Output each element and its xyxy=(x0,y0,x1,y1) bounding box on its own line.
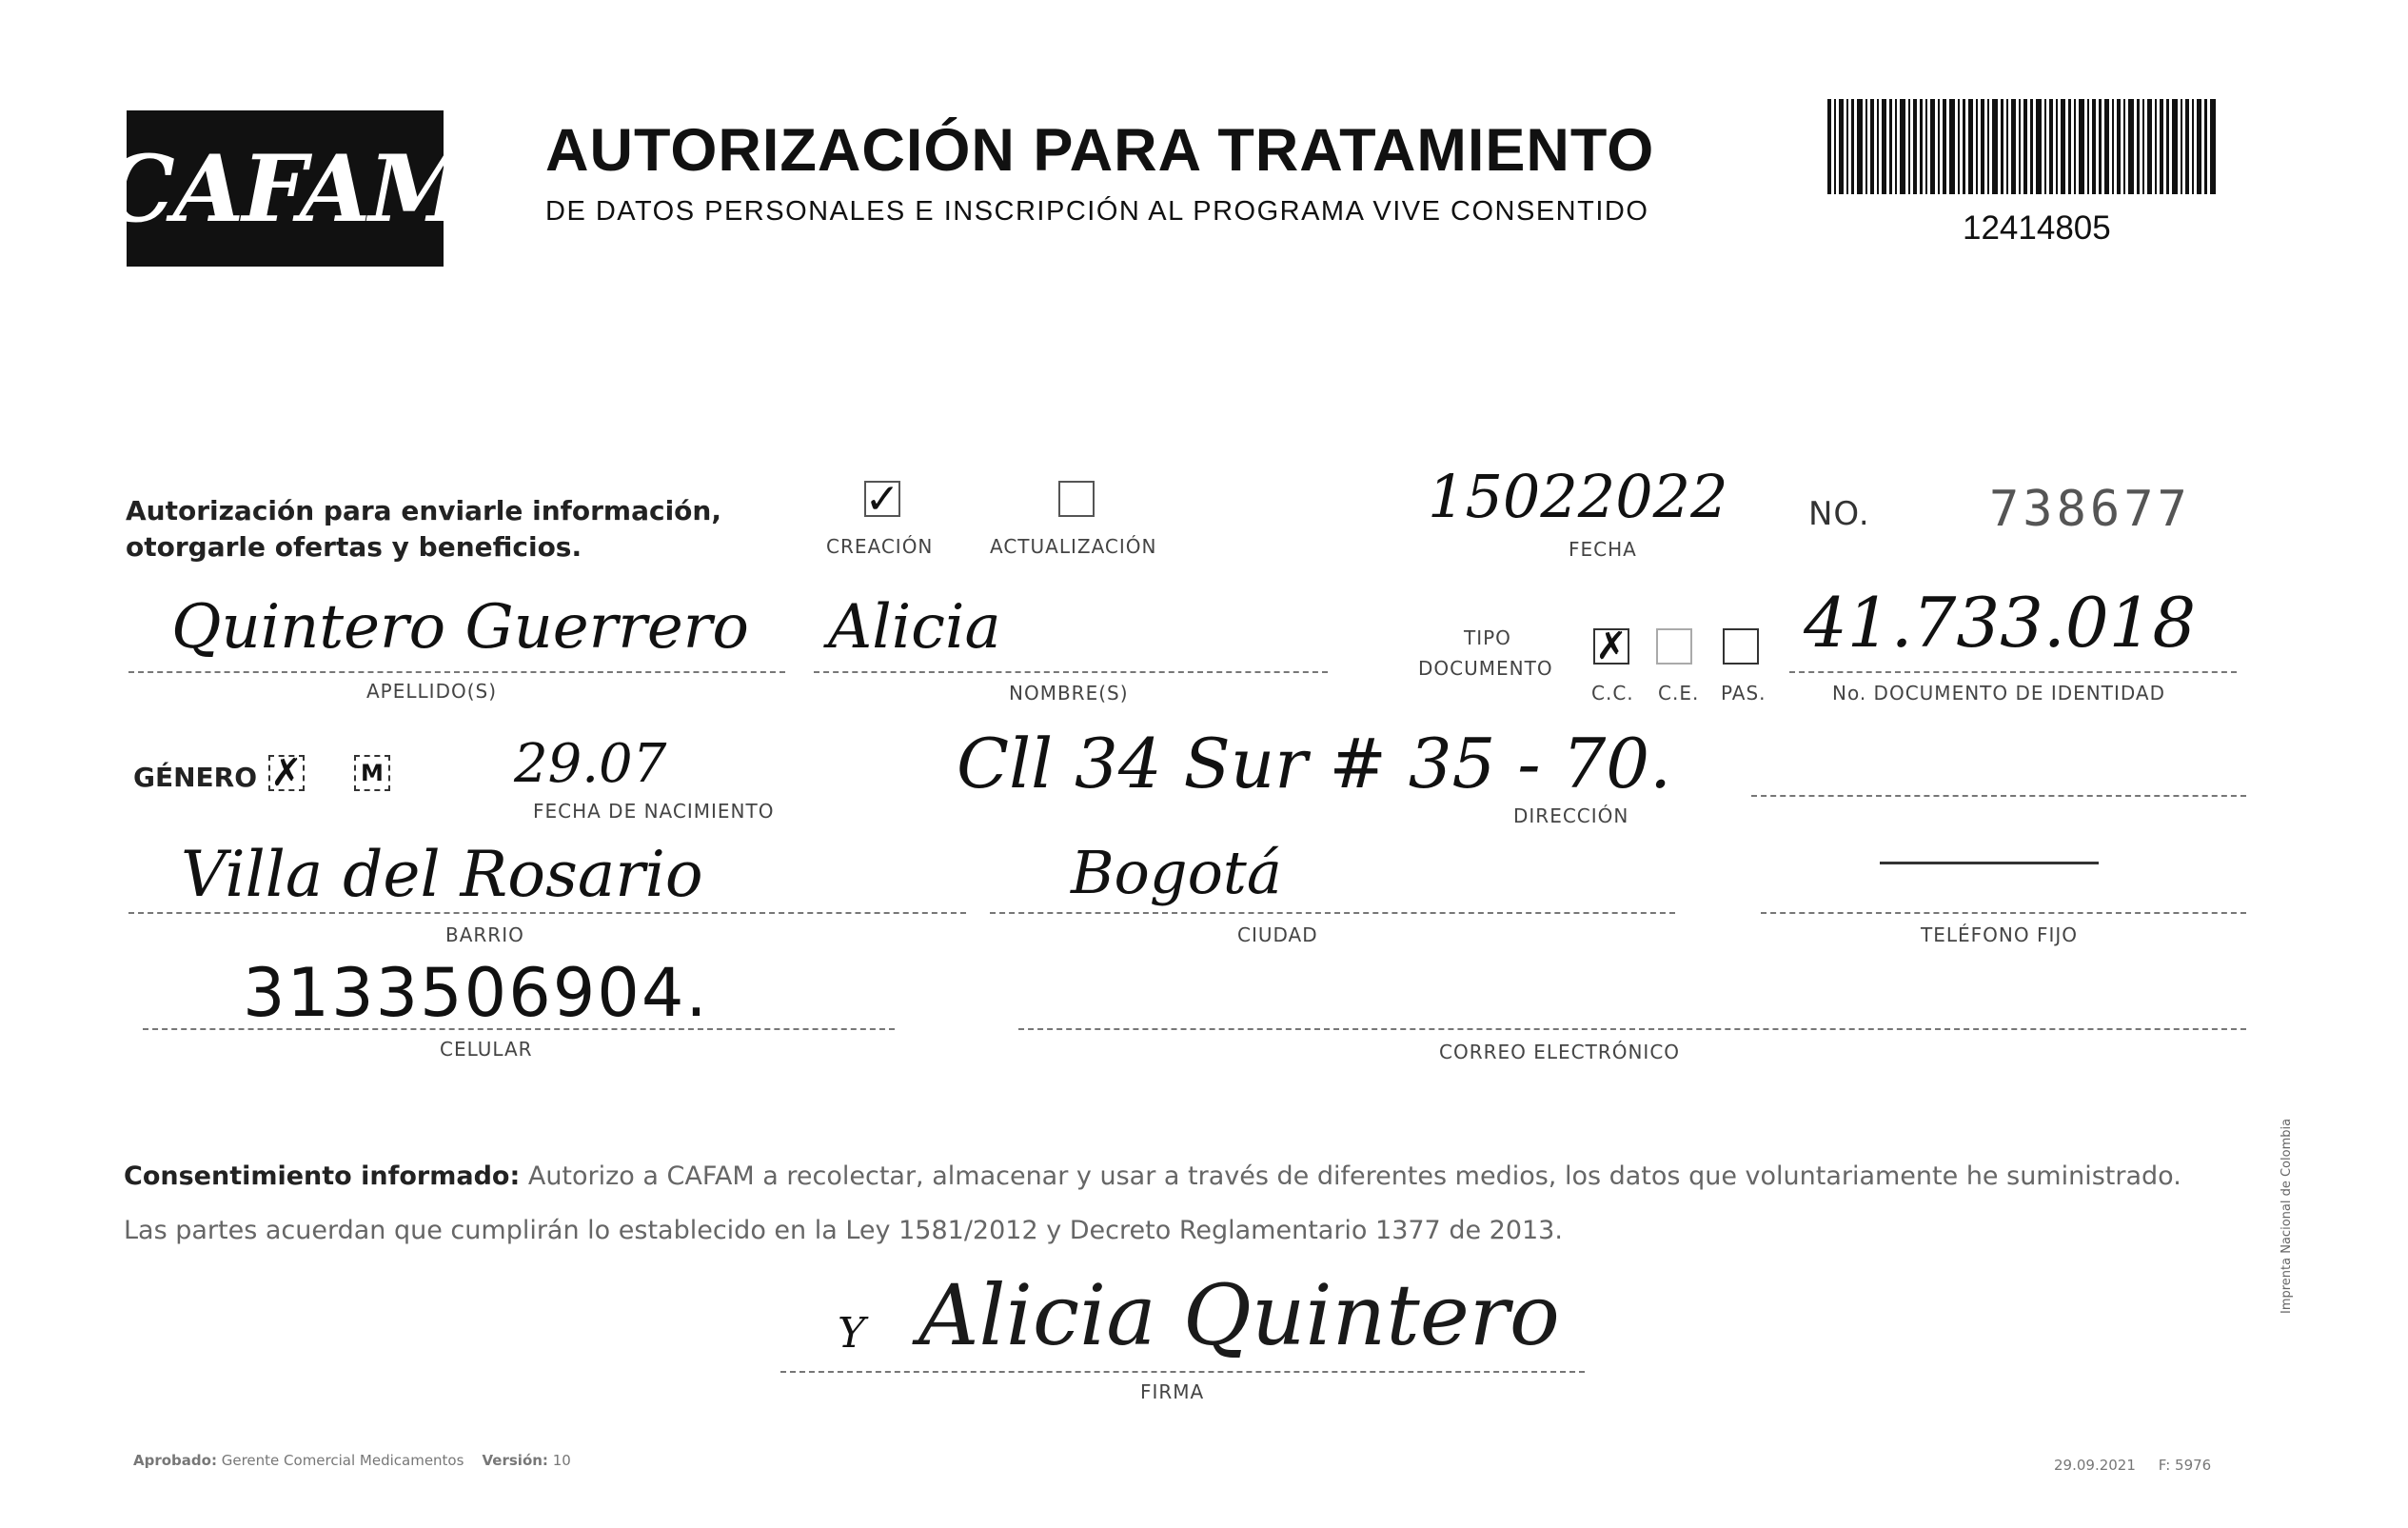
intro-line-1: Autorización para enviarle información, xyxy=(126,495,721,526)
celular-label: CELULAR xyxy=(440,1038,533,1061)
printer-vertical-text: Imprenta Nacional de Colombia xyxy=(2280,1118,2294,1314)
footer-codes xyxy=(2054,1457,2211,1474)
creacion-label: CREACIÓN xyxy=(826,535,934,558)
ciudad-value[interactable]: Bogotá xyxy=(1071,838,1282,907)
birth-label: FECHA DE NACIMIENTO xyxy=(533,800,775,823)
cc-label: C.C. xyxy=(1591,682,1634,704)
intro-text xyxy=(126,493,721,566)
cafam-logo: CAFAM xyxy=(127,110,444,267)
telefono-stroke xyxy=(1880,862,2099,864)
genero-m-label: M xyxy=(361,760,384,786)
pas-label: PAS. xyxy=(1721,682,1767,704)
address-line xyxy=(1751,795,2246,797)
genero-label: GÉNERO xyxy=(133,762,258,793)
signature-label: FIRMA xyxy=(1140,1380,1205,1403)
ce-label: C.E. xyxy=(1658,682,1700,704)
actualizacion-checkbox[interactable] xyxy=(1058,481,1095,517)
barrio-label: BARRIO xyxy=(445,923,524,946)
documento-line xyxy=(1789,671,2237,673)
documento-label: No. DOCUMENTO DE IDENTIDAD xyxy=(1832,682,2166,704)
consent-text-2: Las partes acuerdan que cumplirán lo establecido en la Ley 1581/2012 y Decreto Reglamentario 1377 de 2013. xyxy=(124,1216,1563,1245)
consent-block xyxy=(124,1149,2294,1258)
ciudad-line xyxy=(990,912,1675,914)
documento-value[interactable]: 41.733.018 xyxy=(1804,583,2197,663)
form-number: 738677 xyxy=(1989,481,2191,538)
ciudad-label: CIUDAD xyxy=(1237,923,1318,946)
genero-f-checkbox[interactable] xyxy=(268,751,305,795)
actualizacion-label: ACTUALIZACIÓN xyxy=(990,535,1157,558)
nombres-line xyxy=(814,671,1328,673)
genero-f-mark: ✗ xyxy=(270,751,303,795)
footer-version-value: 10 xyxy=(552,1452,571,1469)
consent-heading: Consentimiento informado: xyxy=(124,1161,521,1191)
footer-approved-value: Gerente Comercial Medicamentos xyxy=(221,1452,464,1469)
footer-version-label: Versión: xyxy=(482,1452,548,1469)
footer-approved xyxy=(133,1452,571,1469)
genero-m-checkbox[interactable] xyxy=(354,755,390,791)
ce-checkbox[interactable] xyxy=(1656,628,1692,665)
barrio-line xyxy=(128,912,966,914)
telefono-line xyxy=(1761,912,2246,914)
correo-line xyxy=(1018,1028,2246,1030)
intro-line-2: otorgarle ofertas y beneficios. xyxy=(126,531,582,563)
signature-value[interactable]: Alicia Quintero xyxy=(918,1266,1560,1364)
date-label: FECHA xyxy=(1569,538,1637,561)
nombres-value[interactable]: Alicia xyxy=(828,592,1001,663)
barcode-number: 12414805 xyxy=(1963,209,2111,247)
apellidos-value[interactable]: Quintero Guerrero xyxy=(171,592,749,663)
barcode xyxy=(1827,99,2218,194)
number-label: NO. xyxy=(1808,495,1870,533)
date-value[interactable]: 15022022 xyxy=(1428,462,1728,531)
nombres-label: NOMBRE(S) xyxy=(1009,682,1129,704)
creacion-check-mark: ✓ xyxy=(864,474,900,524)
telefono-label: TELÉFONO FIJO xyxy=(1921,923,2078,946)
tipo-label-2: DOCUMENTO xyxy=(1418,657,1553,680)
birth-value[interactable]: 29.07 xyxy=(514,733,667,795)
tipo-label-1: TIPO xyxy=(1464,626,1511,649)
consent-text-1: Autorizo a CAFAM a recolectar, almacenar y usar a través de diferentes medios, los datos que voluntariamente he suministrado. xyxy=(527,1161,2181,1191)
consent-line-1 xyxy=(124,1149,2294,1203)
footer-approved-label: Aprobado: xyxy=(133,1452,217,1469)
celular-line xyxy=(143,1028,895,1030)
celular-value[interactable]: 3133506904. xyxy=(243,954,709,1032)
form-title: AUTORIZACIÓN PARA TRATAMIENTO xyxy=(545,117,1655,184)
creacion-checkbox[interactable] xyxy=(864,474,900,524)
address-value[interactable]: Cll 34 Sur # 35 - 70. xyxy=(957,724,1671,804)
cc-checkbox[interactable] xyxy=(1593,625,1629,668)
signature-prefix: Y xyxy=(838,1309,866,1358)
form-subtitle: DE DATOS PERSONALES E INSCRIPCIÓN AL PROGRAMA VIVE CONSENTIDO xyxy=(545,196,1649,227)
address-label: DIRECCIÓN xyxy=(1513,804,1629,827)
signature-line xyxy=(780,1371,1585,1373)
cc-check-mark: ✗ xyxy=(1595,625,1628,668)
apellidos-line xyxy=(128,671,785,673)
correo-label: CORREO ELECTRÓNICO xyxy=(1439,1041,1681,1063)
apellidos-label: APELLIDO(S) xyxy=(366,680,498,703)
pas-checkbox[interactable] xyxy=(1723,628,1759,665)
footer-date-code: 29.09.2021 xyxy=(2054,1457,2136,1474)
barrio-value[interactable]: Villa del Rosario xyxy=(181,838,703,911)
footer-form-code: F: 5976 xyxy=(2158,1457,2212,1474)
